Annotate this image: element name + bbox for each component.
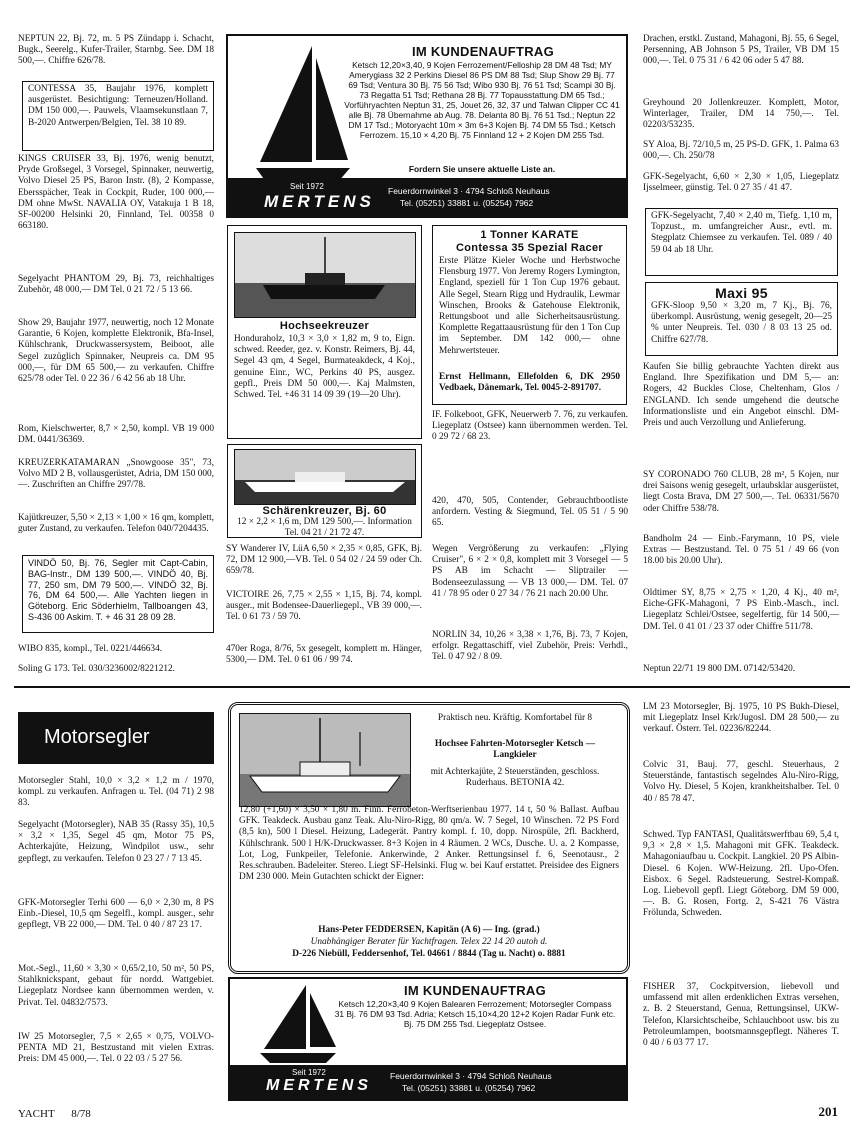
ad-oldtimer-sy: Oldtimer SY, 8,75 × 2,75 × 1,20, 4 Kj., 40 m², Eiche-GFK-Mahagoni, 7 PS Einb.-Masch., incl. Liegeplatz Schlei/Ostsee, segelfertig, für 14 500,— DM. Tel. 0 41 01 / 23 37 oder Chiffre 511/78. [643, 588, 839, 632]
maxi-95-title: Maxi 95 [715, 285, 768, 301]
betonia-title: Hochsee Fahrten-Motorsegler Ketsch — Langkieler [434, 739, 596, 761]
hochsee-text: Honduraholz, 10,3 × 3,0 × 1,82 m, 9 to, Eign. schwed. Reeder, gez. v. Konstr. Reimers, Bj. 44, Segel 43 qm, 4 Segel, Burmateakdeck, 4 Koj., genuine Einr., WC, Perkins 40 PS, ausgez. gepfl., Preis DM 50 000,—. Kaj Malmsten, Schwed. Tel. +46 31 14 09 39 (19—20 Uhr). [234, 334, 415, 401]
ad-rom: Rom, Kielschwerter, 8,7 × 2,50, kompl. VB 19 000 DM. 0441/36369. [18, 424, 214, 446]
betonia-contact-3: D-226 Niebüll, Feddersenhof, Tel. 04661 / 8844 (Tag u. Nacht) o. 8881 [292, 949, 566, 959]
ad-fisher-37: FISHER 37, Cockpitversion, liebevoll und umfassend mit allen erdenklichen Extras versehen, z. B. 2 Steuerstand, Genua, Rettungsinsel, UKW-Telefon, Klarsichtscheibe, Schlauchboot usw. bis zu Petroleumlampen, bootsmannsgepflegt. Näheres T. 0 40 / 6 03 77 17. [643, 982, 839, 1049]
ad-contessa-box [22, 81, 214, 151]
schaeren-photo [234, 449, 416, 505]
ad-if-folkeboot: IF. Folkeboot, GFK, Neuerwerb 7. 76, zu verkaufen. Liegeplatz (Ostsee) kann übernommen werden. Tel. 0 29 72 / 68 23. [432, 410, 628, 443]
ad-contender: 420, 470, 505, Contender, Gebrauchtbootliste anfordern. Vesting & Siegmund, Tel. 05 51 / 5 90 65. [432, 496, 628, 529]
ad-show-29: Show 29, Baujahr 1977, neuwertig, noch 12 Monate Garantie, 6 Kojen, komplette Elektronik, Bfa-Insel, Kühlschrank, Druckwassersystem, Beiboot, alle Segel zuzüglich Spinnaker, Neupreis ca. DM 95 000,—, für DM 65 500,— zu verkaufen. Chiffre 625/78 oder Tel. 0 22 36 / 6 42 56 ab 18 Uhr. [18, 318, 214, 385]
mertens-top-phone: Tel. (05251) 33881 u. (05254) 7962 [400, 198, 534, 208]
betonia-text-2: 12,80 (+1,60) × 3,50 × 1,80 m. Finn. Ferrobeton-Werftserienbau 1977. 14 t, 50 % Ballast. Aufbau GFK. Teakdeck. Ausbau ganz Teak. Alu-Niro-Rigg, 80 qm/a. W. 7 Segel, 10 Winschen. 72 PS Ford (8,5 kn), 500 l Diesel. Heizung, Ladegerät. Pantry kompl. f. 10, dopp. Nirospüle, 2fl. Backherd, Kühlschrank. 500 l H/K-Druckwasser. 8+3 Kojen in 4 Räumen. 2 WCs, Dusche. U. a. 2 Kompasse, Lot, Log, Funkpeiler, Telefonie. Ankerwinde, 2 Anker. Rettungsinsel f. 6, Seenotausr., 2 Res.schrauben. Badeleiter. Stereo. Liegt SF-Helsinki. Flug w. bei Kauf erstattet. Preisidee des Eigners DM 230 000. Mein Gutachten schickt der Eigner: [239, 805, 619, 883]
motorsegler-heading [18, 712, 214, 764]
betonia-contact-2: Unabhängiger Berater für Yachtfragen. Telex 22 14 20 autoh d. [310, 937, 548, 947]
betonia-image [240, 714, 410, 806]
mertens-top-seit: Seit 1972 [290, 182, 324, 191]
ad-wibo-835: WIBO 835, kompl., Tel. 0221/446634. [18, 644, 163, 654]
ad-sy-wanderer: SY Wanderer IV, LüA 6,50 × 2,35 × 0,85, GFK, Bj. 72, DM 12 900,—VB. Tel. 0 54 02 / 24 59 oder Ch. 659/78. [226, 544, 422, 577]
ad-470er-roga: 470er Roga, 8/76, 5x gesegelt, komplett m. Hänger, 5300,— DM. Tel. 0 61 06 / 99 74. [226, 644, 422, 666]
footer-magazine-name: YACHT [18, 1108, 55, 1120]
ad-greyhound-20: Greyhound 20 Jollenkreuzer. Komplett, Motor, Winterlager, Trailer, DM 14 750,—. Tel. 02203/53235. [643, 98, 839, 131]
mertens-ad-top [226, 34, 628, 218]
betonia-intro: Praktisch neu. Kräftig. Komfortabel für 8 [437, 713, 593, 723]
mertens-top-title: IM KUNDENAUFTRAG [411, 44, 554, 59]
ad-terhi-600: GFK-Motorsegler Terhi 600 — 6,0 × 2,30 m, 8 PS Einb.-Diesel, 10,5 qm Segelfl., kompl. ausger., sehr gepflegt, VB 22 000,— DM. Tel. 0 40 / 87 23 17. [18, 898, 214, 931]
ad-victoire-26: VICTOIRE 26, 7,75 × 2,55 × 1,15, Bj. 74, kompl. ausger., mit Bodensee-Dauerliegepl., VB 39 000,—. Tel. 0 61 73 / 59 70. [226, 590, 422, 623]
footer-magazine [18, 1108, 91, 1120]
ad-kreuzerkatamaran: KREUZERKATAMARAN „Snowgoose 35", 73, Volvo MD 2 B, vollausgerüstet, Adria, DM 150 000,—. Zuschriften an Chiffre 297/78. [18, 458, 214, 491]
ad-norlin-34: NORLIN 34, 10,26 × 3,38 × 1,76, Bj. 73, 7 Kojen, erfolgr. Regattaschiff, viel Zubehör, Preis: Verhdl., Tel. 0 47 92 / 8 09. [432, 630, 628, 663]
schaeren-title: Schärenkreuzer, Bj. 60 [262, 505, 387, 517]
mertens-top-text: Ketsch 12,20×3,40, 9 Kojen Ferrozement/Felloship 28 DM 48 Tsd; MY Amerygiass 32 2 Perkins Diesel 86 PS DM 88 Tsd; Slup Show 29 Bj. 77 69 Tsd; Ventura 30 Bj. 75 56 Tsd; Wibo 930 Bj. 76 51 Tsd; Scampi 30 Bj. 73 Regatta 51 Tsd; Rethana 28 Bj. 77 Topausstattung DM 65 Tsd.; Vorführyachten Neptun 31, 25, Jouet 26, 32, 37 und Talwan Clipper CC 41 alle Bj. 78 Übernahme ab Aug. 78. Delanta 80 Bj. 76 51 Tsd.; Neptun 22 DM 17 Tsd.; Motoryacht 10m × 3m 6+3 Kojen Bj. 74 DM 55 Tsd.; Ketsch Ferrozem. 15,10 × 4,20 Bj. 75 Finnland 12 + 2 Kojen DM 255 Tsd. [344, 60, 620, 140]
ad-drachen: Drachen, erstkl. Zustand, Mahagoni, Bj. 55, 6 Segel, Persenning, AB Johnson 5 PS, Trailer, VB DM 15 000,—. Tel. 0 75 31 / 6 42 06 oder 5 47 88. [643, 34, 839, 67]
betonia-contact-1: Hans-Peter FEDDERSEN, Kapitän (A 6) — Ing. (grad.) [318, 925, 540, 935]
mertens-top-bar [228, 178, 626, 216]
ad-iw-25: IW 25 Motorsegler, 7,5 × 2,65 × 0,75, VOLVO-PENTA MD 21, Bestzustand mit vielen Extras. Preis: DM 45 000,—. Tel. 0 22 03 / 5 27 56. [18, 1032, 214, 1065]
hochsee-title: Hochseekreuzer [279, 320, 370, 332]
schaeren-text: 12 × 2,2 × 1,6 m, DM 129 500,—. Information Tel. 04 21 / 21 72 47. [237, 517, 412, 539]
ad-neptun-22-71: Neptun 22/71 19 800 DM. 07142/53420. [643, 664, 796, 674]
ad-gfk-segelyacht-box [645, 208, 838, 276]
motorsegler-heading-text: Motorsegler [44, 726, 150, 748]
mertens-top-note: Fordern Sie unsere aktuelle Liste an. [408, 164, 556, 174]
maxi-95-text: GFK-Sloop 9,50 × 3,20 m, 7 Kj., Bj. 76, überkompl. Ausrüstung, wenig gesegelt, 20—25 % unter Neupreis. Tel. 030 / 8 03 13 25 od. Chiffre 627/78. [651, 301, 832, 345]
mertens-bottom-text: Ketsch 12,20×3,40 9 Kojen Balearen Ferrozement; Motorsegler Compass 31 Bj. 76 DM 93 Tsd. Adria; Ketsch 15,10×4,20 12+2 Kojen Radar Funk etc. Bj. 75 DM 255 Tsd. Liegeplatz Ostsee. [334, 999, 616, 1029]
ad-betonia-box [228, 702, 630, 974]
ad-sy-coronado: SY CORONADO 760 CLUB, 28 m², 5 Kojen, nur drei Saisons wenig gesegelt, urlaubsklar ausgerüstet, liegt Costa Brava, DM 27 500,—. Tel. 06331/5670 oder Chiffre 538/78. [643, 470, 839, 514]
ad-gfk-segelyacht-2: GFK-Segelyacht, 7,40 × 2,40 m, Tiefg. 1,10 m, Topzust., m. umfangreicher Ausr., evtl. m. Stegplatz Chiemsee zu verkaufen. Tel. 089 / 40 59 04 ab 18 Uhr. [651, 211, 832, 255]
ad-hochseekreuzer-box [227, 225, 422, 439]
sailboat-icon [252, 42, 352, 192]
mertens-bottom-bar [230, 1065, 626, 1099]
mertens-bottom-title: IM KUNDENAUFTRAG [403, 983, 546, 998]
ad-fantasi: Schwed. Typ FANTASI, Qualitätswerftbau 69, 5,4 t, 9,3 × 2,8 × 1,5. Mahagoni mit GFK. Teakdeck. Mahagoniaufbau u. Cockpit. Langkiel. 20 PS Albin-Diesel. 6 Kojen. WW-Heizung. 2fl. Upo-Ofen. Eisbox. 6 Segel. Radsteuerung. Sestrel-Kompaß. Log. Liebevoll gepfl. Liegt Göteborg. DM 59 000,—. B. G. Rosen, Fortg. 2, S-421 76 Västra Frölunda, Schweden. [643, 830, 839, 919]
ad-rogers-england: Kaufen Sie billig gebrauchte Yachten direkt aus England. Ihre Spezifikation und DM 5,— an: Rogers, 42 Buckles Close, Cheltenham, Glos / ENGLAND. Ich sende umgehend die deutsche Informationsliste und ein Angebot einschl. DM-Preis und auch Verzollung und Anlieferung. [643, 362, 839, 429]
karate-title-2: Contessa 35 Spezial Racer [456, 242, 603, 254]
mertens-top-address: Feuerdornwinkel 3 · 4794 Schloß Neuhaus [388, 186, 550, 196]
section-divider [14, 686, 850, 688]
mertens-ad-bottom [228, 977, 628, 1101]
footer-issue: 8/78 [71, 1108, 91, 1120]
karate-text: Erste Plätze Kieler Woche und Herbstwoche Flensburg 1977. Von Jeremy Rogers Lymington, England, speziell für 1 Ton Cup 1976 gebaut. Alle Segel, Stearn Rigg und Hydraulik, Lewmar Winschen, Brooks & Gatehouse Elektronik, Rettungsboot und alle Sicherheitsausrüstung. Komplette Regattaausrüstung für den 1 Ton Cup im September. DM 142 000,— ohne Mehrwertsteuer. [439, 256, 620, 356]
ad-kings-cruiser: KINGS CRUISER 33, Bj. 1976, wenig benutzt, Pryde Großsegel, 3 Vorsegel, Spinnaker, neuwertig, Volvo Diesel 25 PS, Baron Instr. (8), 2 Kompasse, Ebersspächer, Teak in Cockpit, Ruder, 100 000,— DM ohne MwSt. NAVALIA OY, Vatakuja 1 B 18, SF-00200 Helsinki 20, Finnland, Tel. 00358 0 663180. [18, 154, 214, 232]
ad-bandholm-24: Bandholm 24 — Einb.-Farymann, 10 PS, viele Extras — Bestzustand. Tel. 0 75 51 / 49 66 (von 18.00 bis 20.00 Uhr). [643, 534, 839, 567]
schaeren-image [235, 450, 415, 504]
betonia-text-1: mit Achterkajüte, 2 Steuerständen, geschloss. Ruderhaus. BETONIA 42. [430, 767, 600, 789]
sailboat-icon-bottom [258, 983, 338, 1069]
ad-vindoe: VINDÖ 50, Bj. 76, Segler mit Capt-Cabin, BAG-Instr., DM 139 500,—. VINDÖ 40, Bj. 77, 250 sm, DM 79 500,—. VINDÖ 32, Bj. 76, DM 64 500,—. Alle Yachten liegen in Göteborg. Eric Söderhielm, Tallboangen 43, S-436 00 Askim. T. + 46 31 28 09 28. [28, 558, 208, 622]
ad-soling: Soling G 173. Tel. 030/3236002/8221212. [18, 664, 175, 674]
ad-kajuetkreuzer: Kajütkreuzer, 5,50 × 2,13 × 1,00 × 16 qm, komplett, guter Zustand, zu verkaufen. Telefon 040/7204435. [18, 513, 214, 535]
ad-nab-35: Segelyacht (Motorsegler), NAB 35 (Rassy 35), 10,5 × 3,2 × 1,35, Segel 45 qm, Motor 75 PS, Achterkajüte, Heizung, Windpilot usw., sehr gepflegt, zu verkaufen. Telefon 0 23 27 / 7 13 45. [18, 820, 214, 864]
ad-maxi-95-box [645, 282, 838, 356]
ad-schaerenkreuzer-box [227, 444, 422, 538]
ad-flying-cruiser: Wegen Vergrößerung zu verkaufen: „Flying Cruiser", 6 × 2 × 0,8, komplett mit 3 Vorsegel — 5 PS AB im Schacht — Sliptrailer — Bodenseezulassung — VB 13 000,— DM. Tel. 07 41 / 78 95 oder 0 27 34 / 76 21 nach 20.00 Uhr. [432, 544, 628, 599]
mertens-bottom-address: Feuerdornwinkel 3 · 4794 Schloß Neuhaus [390, 1071, 552, 1081]
mertens-top-brand: MERTENS [264, 192, 375, 211]
ad-lm-23: LM 23 Motorsegler, Bj. 1975, 10 PS Bukh-Diesel, mit Liegeplatz Insel Krk/Jugosl. DM 28 500,— zu verkauf. Österr. Tel. 02236/82244. [643, 702, 839, 735]
mertens-bottom-seit: Seit 1972 [292, 1068, 326, 1077]
karate-contact: Ernst Hellmann, Ellefolden 6, DK 2950 Vedbaek, Dänemark, Tel. 0045-2-891707. [439, 372, 620, 394]
ad-vindoe-box [22, 555, 214, 633]
mertens-bottom-phone: Tel. (05251) 33881 u. (05254) 7962 [402, 1083, 536, 1093]
ad-phantom-29: Segelyacht PHANTOM 29, Bj. 73, reichhaltiges Zubehör, 48 000,— DM Tel. 0 21 72 / 5 13 66. [18, 274, 214, 296]
ad-motorsegler-stahl: Motorsegler Stahl, 10,0 × 3,2 × 1,2 m / 1970, kompl. zu verkaufen. Anfragen u. Tel. (04 71) 2 98 83. [18, 776, 214, 809]
boat-image [235, 233, 415, 317]
ad-gfk-segelyacht-1: GFK-Segelyacht, 6,60 × 2,30 × 1,05, Liegeplatz Ijsselmeer, günstig. Tel. 0 27 35 / 41 47. [643, 172, 839, 194]
ad-neptun-22: NEPTUN 22, Bj. 72, m. 5 PS Zündapp i. Schacht, Bugk., Seerelg., Kufer-Trailer, Starnbg. See. DM 18 500,—. Chiffre 626/78. [18, 34, 214, 67]
mertens-bottom-brand: MERTENS [266, 1077, 372, 1094]
karate-title-1: 1 Tonner KARATE [480, 229, 579, 241]
boat-photo [234, 232, 416, 318]
ad-karate-box [432, 225, 627, 405]
ad-mot-segl: Mot.-Segl., 11,60 × 3,30 × 0,65/2,10, 50 m², 50 PS, Stahlknickspant, gebaut für nordd. Wattgebiet. Liegeplatz Nordsee kann übernommen werden, v. Privat. Tel. 04832/7573. [18, 964, 214, 1008]
footer-page-number: 201 [818, 1104, 838, 1119]
ad-sy-aloa: SY Aloa, Bj. 72/10,5 m, 25 PS-D. GFK, 1. Palma 63 000,—. Ch. 250/78 [643, 140, 839, 162]
ad-contessa-35: CONTESSA 35, Baujahr 1976, komplett ausgerüstet. Besichtigung: Terneuzen/Holland. DM 150 000,—. Pauwels, Vlaamsekunstlaan 7, B-2020 Antwerpen/Belgien, Tel. 38 10 89. [28, 84, 208, 128]
betonia-photo [239, 713, 411, 807]
ad-colvic-31: Colvic 31, Bauj. 77, geschl. Steuerhaus, 2 Steuerstände, fantastisch segelndes Alu-Niro-Rigg, Volvo Hy. Diesel, 5 Kojen, krankheitshalber. Tel. 0 40 / 85 78 47. [643, 760, 839, 804]
